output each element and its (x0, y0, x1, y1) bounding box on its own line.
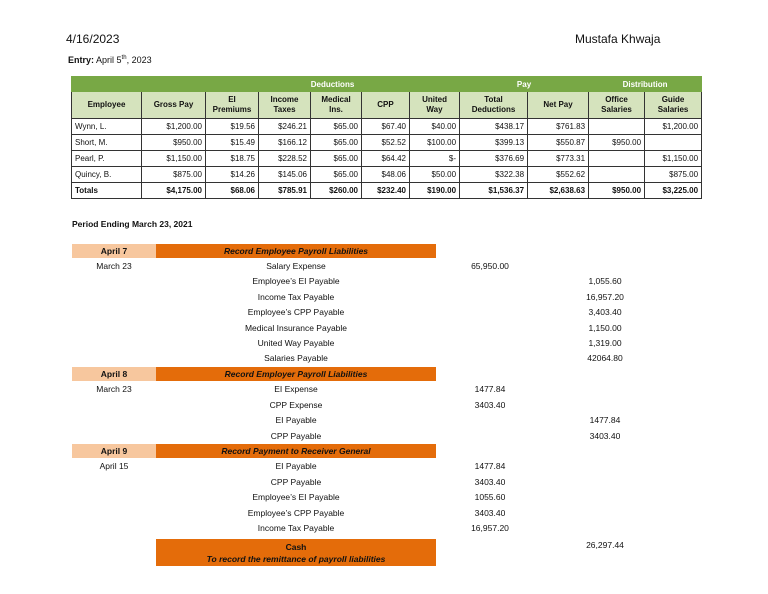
journal-row (0, 351, 768, 366)
pay-group-header: Pay (460, 77, 589, 92)
payroll-column-header-row (72, 92, 702, 119)
table-cell: $- (410, 151, 460, 167)
journal-account: EI Payable (275, 461, 317, 471)
journal-account: Income Tax Payable (257, 523, 335, 533)
journal-account: CPP Payable (270, 477, 322, 487)
table-cell: $48.06 (362, 167, 410, 183)
journal-row (0, 274, 768, 289)
journal-row (0, 290, 768, 305)
table-cell: $950.00 (589, 135, 645, 151)
column-header: EI Premiums (206, 92, 259, 119)
table-cell (589, 167, 645, 183)
journal-account: Income Tax Payable (257, 292, 335, 302)
journal-account: Medical Insurance Payable (244, 323, 348, 333)
journal-account: EI Payable (275, 415, 317, 425)
table-cell: $950.00 (142, 135, 206, 151)
table-cell: $166.12 (259, 135, 311, 151)
table-cell: $761.83 (528, 119, 589, 135)
journal-debit: 1055.60 (474, 492, 506, 502)
journal-row (0, 521, 768, 536)
period-title: Period Ending March 23, 2021 (72, 219, 193, 229)
journal-credit: 42064.80 (587, 353, 623, 363)
journal-debit: 1477.84 (474, 384, 506, 394)
column-header: Medical Ins. (311, 92, 362, 119)
table-cell: $19.56 (206, 119, 259, 135)
table-cell: $2,638.63 (528, 183, 589, 199)
table-cell: $14.26 (206, 167, 259, 183)
journal-row (0, 259, 768, 274)
table-cell: $64.42 (362, 151, 410, 167)
payroll-table (71, 76, 702, 199)
table-cell: $1,200.00 (142, 119, 206, 135)
table-cell: $52.52 (362, 135, 410, 151)
journal-row (0, 413, 768, 428)
table-cell: Wynn, L. (72, 119, 142, 135)
table-cell: $232.40 (362, 183, 410, 199)
table-cell: $190.00 (410, 183, 460, 199)
journal-debit: 3403.40 (474, 508, 506, 518)
journal-credit: 1,150.00 (588, 323, 622, 333)
column-header: United Way (410, 92, 460, 119)
table-cell: $875.00 (142, 167, 206, 183)
cash-entry-box (156, 539, 436, 566)
column-header: Guide Salaries (645, 92, 702, 119)
column-header: Employee (72, 92, 142, 119)
table-row (72, 119, 702, 135)
column-header: Total Deductions (460, 92, 528, 119)
column-header: Income Taxes (259, 92, 311, 119)
entry-label: Entry: (68, 55, 95, 65)
journal-credit: 1477.84 (589, 415, 621, 425)
journal-credit: 3403.40 (589, 431, 621, 441)
journal-credit: 16,957.20 (586, 292, 624, 302)
table-cell: $68.06 (206, 183, 259, 199)
journal-account: Salaries Payable (264, 353, 328, 363)
column-header: Office Salaries (589, 92, 645, 119)
journal-account: Record Payment to Receiver General (156, 444, 436, 458)
cash-memo: To record the remittance of payroll liabilities (206, 554, 386, 564)
journal-date: April 9 (72, 444, 156, 458)
payroll-group-header-row (72, 77, 702, 92)
table-cell (589, 119, 645, 135)
table-cell: $228.52 (259, 151, 311, 167)
table-cell: $40.00 (410, 119, 460, 135)
journal-account: Record Employer Payroll Liabilities (156, 367, 436, 381)
table-cell: $1,150.00 (142, 151, 206, 167)
table-cell (645, 135, 702, 151)
table-cell: $3,225.00 (645, 183, 702, 199)
journal-debit: 65,950.00 (471, 261, 509, 271)
journal-row (0, 506, 768, 521)
journal-account: United Way Payable (257, 338, 335, 348)
distribution-group-header: Distribution (589, 77, 702, 92)
journal-header-row (0, 444, 768, 459)
journal-row (0, 305, 768, 320)
table-cell: $1,536.37 (460, 183, 528, 199)
journal-row (0, 321, 768, 336)
journal-row (0, 398, 768, 413)
journal-account: Salary Expense (266, 261, 326, 271)
journal-account: CPP Payable (270, 431, 322, 441)
table-cell: $550.87 (528, 135, 589, 151)
table-cell: $65.00 (311, 119, 362, 135)
journal-debit: 1477.84 (474, 461, 506, 471)
journal-debit: 3403.40 (474, 400, 506, 410)
deductions-group-header: Deductions (206, 77, 460, 92)
table-cell (589, 151, 645, 167)
journal-account: Employee’s EI Payable (252, 492, 340, 502)
table-cell: $785.91 (259, 183, 311, 199)
author-name: Mustafa Khwaja (575, 32, 661, 46)
table-cell: $246.21 (259, 119, 311, 135)
document-date: 4/16/2023 (66, 32, 120, 46)
table-cell: $65.00 (311, 135, 362, 151)
table-cell: $145.06 (259, 167, 311, 183)
entry-line (68, 55, 152, 65)
journal-account: Record Employee Payroll Liabilities (156, 244, 436, 258)
journal-row (0, 490, 768, 505)
table-row (72, 135, 702, 151)
journal-credit: 1,319.00 (588, 338, 622, 348)
table-cell: $399.13 (460, 135, 528, 151)
column-header: CPP (362, 92, 410, 119)
table-cell: $376.69 (460, 151, 528, 167)
table-cell: $50.00 (410, 167, 460, 183)
table-cell: $65.00 (311, 151, 362, 167)
journal-account: CPP Expense (269, 400, 323, 410)
table-cell: Short, M. (72, 135, 142, 151)
journal-header-row (0, 244, 768, 259)
journal-debit: 16,957.20 (471, 523, 509, 533)
column-header: Net Pay (528, 92, 589, 119)
journal-header-row (0, 367, 768, 382)
journal-date: April 7 (72, 244, 156, 258)
journal-credit: 1,055.60 (588, 276, 622, 286)
column-header: Gross Pay (142, 92, 206, 119)
table-cell: $18.75 (206, 151, 259, 167)
table-cell: $950.00 (589, 183, 645, 199)
table-cell: $773.31 (528, 151, 589, 167)
table-row (72, 167, 702, 183)
table-cell: $67.40 (362, 119, 410, 135)
payroll-body (72, 119, 702, 199)
totals-row (72, 183, 702, 199)
journal-row (0, 336, 768, 351)
journal-row (0, 429, 768, 444)
journal-account: Employee’s EI Payable (252, 276, 340, 286)
table-cell: $322.38 (460, 167, 528, 183)
cash-credit: 26,297.44 (586, 540, 624, 550)
entry-date: April 5th, 2023 (96, 55, 152, 65)
journal-date: April 15 (99, 461, 129, 471)
table-cell: $15.49 (206, 135, 259, 151)
table-cell: Totals (72, 183, 142, 199)
table-cell: Quincy, B. (72, 167, 142, 183)
table-row (72, 151, 702, 167)
journal-date: March 23 (96, 384, 132, 394)
table-cell: $65.00 (311, 167, 362, 183)
table-cell: $4,175.00 (142, 183, 206, 199)
table-cell: Pearl, P. (72, 151, 142, 167)
journal-account: Employee’s CPP Payable (247, 508, 345, 518)
table-cell: $438.17 (460, 119, 528, 135)
table-cell: $1,150.00 (645, 151, 702, 167)
cash-account: Cash (285, 542, 307, 552)
journal-row (0, 382, 768, 397)
table-cell: $100.00 (410, 135, 460, 151)
table-cell: $1,200.00 (645, 119, 702, 135)
journal-credit: 3,403.40 (588, 307, 622, 317)
journal-account: Employee’s CPP Payable (247, 307, 345, 317)
journal-debit: 3403.40 (474, 477, 506, 487)
table-cell: $875.00 (645, 167, 702, 183)
journal-account: EI Expense (274, 384, 318, 394)
table-cell: $552.62 (528, 167, 589, 183)
journal-date: March 23 (96, 261, 132, 271)
journal-date: April 8 (72, 367, 156, 381)
table-cell: $260.00 (311, 183, 362, 199)
journal-row (0, 475, 768, 490)
journal-row (0, 459, 768, 474)
